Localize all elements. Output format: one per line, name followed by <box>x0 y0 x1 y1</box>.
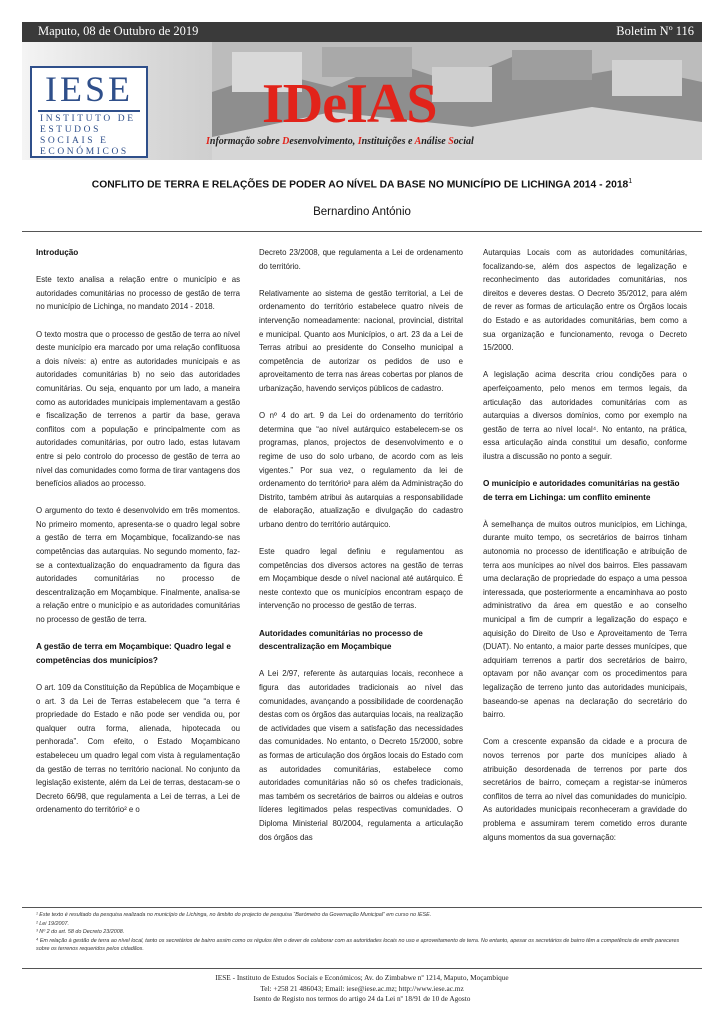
text-column-1 <box>36 246 240 831</box>
footnote-item: ³ Nº 2 do art. 58 do Decreto 23/2008. <box>36 929 125 936</box>
section-heading: Autoridades comunitárias no processo de descentralização em Moçambique <box>259 628 423 652</box>
footnote-item: ² Lei 19/2007. <box>36 920 69 927</box>
issue-number: Boletim Nº 116 <box>616 24 694 38</box>
footnote-item: ¹ Este texto é resultado da pesquisa realizada no município de Lichinga, no âmbito do projecto de pesquisa “Barómetro da Governação Municipal” em curso no IESE. <box>36 912 432 918</box>
paragraph: À semelhança de muitos outros municípios, em Lichinga, durante muito tempo, os secretários de bairros tinham autonomia no processo de identificação e atribuição de terra aos munícipes ao nível dos bairros. Eles passavam uma declaração de propriedade do espaço a uma pessoa interessada, que posteriormente a encaminhava ao posto administrativo da área em questão e ao conselho municipal a fim de cumprir a legalização do espaço e aquisição do Direito de Uso e Aproveitamento de Terra (DUAT). No entanto, a maior parte desses munícipes, que adquiriam terrenos a partir dos secretários de bairro, optavam por não avançar com os procedimentos para legalização de terreno junto das autoridades municipais, baseando-se apenas na declaração do secretário do bairro. <box>483 519 687 720</box>
page-footer <box>22 973 702 1005</box>
iese-logo <box>30 66 148 158</box>
tagline-part: nstituições e <box>361 136 415 147</box>
article-title <box>22 178 702 190</box>
paragraph: Este texto analisa a relação entre o município e as autoridades comunitárias no processo de gestão de terra no município de Lichinga, no mandato 2014 - 2018. <box>36 275 240 312</box>
footer-registration: Isento de Registo nos termos do artigo 24 da Lei nº 18/91 de 10 de Agosto <box>253 994 471 1004</box>
logo-full-name: INSTITUTO DE ESTUDOS SOCIAIS E ECONÓMICOS <box>40 114 136 157</box>
tagline-part: ocial <box>453 136 474 147</box>
title-footnote-ref: 1 <box>628 178 633 185</box>
paragraph: Este quadro legal definiu e regulamentou as competências dos diversos actores na gestão de terras em Moçambique desde o nível nacional até autárquico. É neste contexto que os municípios encontram espaço de intervenção no processo de gestão de terras. <box>259 547 463 611</box>
tagline-part: esenvolvimento, <box>289 136 358 147</box>
logo-divider <box>38 110 140 112</box>
article-author: Bernardino António <box>313 206 411 218</box>
divider-footnotes <box>22 907 702 908</box>
tagline-part: nformação sobre <box>209 136 283 147</box>
tagline-part: S <box>448 136 454 147</box>
section-heading: O município e autoridades comunitárias na gestão de terra em Lichinga: um conflito eminente <box>483 479 680 502</box>
footer-contacts: Tel: +258 21 486043; Email: iese@iese.ac.mz; http://www.iese.ac.mz <box>260 983 464 993</box>
logo-acronym: IESE <box>45 69 133 109</box>
paragraph: A Lei 2/97, referente às autarquias locais, reconhece a figura das autoridades tradicionais ao nível das comunidades, avançando a possibilidade de coordenação destas com os órgãos das autarquias locais, na realização de actividades que visem a satisfação das necessidades das comunidades. No entanto, o Decreto 15/2000, sobre as formas de articulação dos órgãos locais do Estado com as autoridades comunitárias, estabelece como autoridades comunitárias não só os chefes tradicionais, mas também os secretários de bairros ou aldeias e outros líderes legitimados pelas respectivas comunidades. O Diploma Ministerial 80/2004, regulamenta a articulação dos órgãos das <box>259 669 463 842</box>
paragraph: Decreto 23/2008, que regulamenta a Lei de ordenamento do território. <box>259 248 463 271</box>
paragraph: Autarquias Locais com as autoridades comunitárias, focalizando-se, além dos aspectos de legalização e reconhecimento das autoridades comunitárias, nos direitos e deveres destas. O Decreto 35/2012, para além de rever as formas de articulação entre os Órgãos locais do Estado e as autoridades comunitárias, bem como a sua organização e funcionamento, revoga o Decreto 15/2000. <box>483 248 687 353</box>
footnote-item: ⁴ Em relação à gestão de terra ao nível local, tanto os secretários de bairro assim como os régulos têm o dever de colaborar com as autoridades locais no uso e aproveitamento de terra. No entanto, apesar os secretários de bairro têm a competência de emitir pareceres sobre os terrenos requeridos pelos cidadãos. <box>36 937 680 953</box>
divider-footer <box>22 968 702 969</box>
footer-address: IESE - Instituto de Estudos Sociais e Económicos; Av. do Zimbabwe nº 1214, Maputo, Moçambique <box>215 973 509 982</box>
paragraph: O nº 4 do art. 9 da Lei do ordenamento do território determina que “ao nível autárquico estabelecem-se os programas, planos, projectos de desenvolvimento e o regime de uso do solo urbano, de acordo com as leis vigentes.” Por sua vez, o regulamento da lei de ordenamento do território³ para além da Administração do Distrito, também atribui às autarquias a responsabilidade de elaboração, atualização e divulgação do cadastro urbano dentro do território autárquico. <box>259 411 463 529</box>
paragraph: O art. 109 da Constituição da República de Moçambique e o art. 3 da Lei de Terras estabelecem que “a terra é propriedade do Estado e não pode ser vendida ou, por qualquer outra forma, alienada, hipotecada ou penhorada”. Com efeito, o Estado Moçambicano estabeleceu um quadro legal com vista à regulamentação da gestão de terras no território nacional. No conjunto da legislação existente, além da Lei de terras, destacam-se o Decreto 66/98, que regulamenta a Lei de terras, a Lei de ordenamento do território² e o <box>36 683 240 815</box>
divider-top <box>22 231 702 232</box>
publication-date: Maputo, 08 de Outubro de 2019 <box>38 24 199 38</box>
header-bar <box>22 22 702 42</box>
paragraph: Relativamente ao sistema de gestão territorial, a Lei de ordenamento do território estabelece quatro níveis de intervenção nomeadamente: nacional, provincial, distrital e municipal. Quanto aos Municípios, o art. 23 da a Lei de Terras atribui ao presidente do Conselho municipal a competência de autorizar os pedidos de uso e aproveitamento de terra nas áreas cobertas por planos de urbanização, havendo serviços públicos de cadastro. <box>259 288 463 393</box>
paragraph: O argumento do texto é desenvolvido em três momentos. No primeiro momento, apresenta-se o quadro legal sobre a gestão de terra em Moçambique, focalizando-se nas competências das autarquias. No segundo momento, faz-se a contextualização do enquadramento da figura das autoridades comunitárias no processo de descentralização em Moçambique. Finalmente, analisa-se a relação entre o município e as autoridades comunitárias no processo de gestão de terra. <box>36 506 240 625</box>
paragraph: A legislação acima descrita criou condições para o aperfeiçoamento, pelo menos em termos legais, da articulação das autoridades comunitárias com as autarquias a diversos domínios, como por exemplo na gestão de terra ao nível local⁴. No entanto, na prática, essa articulação ainda constitui um desafio, conforme ilustra a discussão no ponto a seguir. <box>483 370 687 461</box>
bulletin-tagline <box>206 136 474 147</box>
tagline-part: nálise <box>421 136 449 147</box>
tagline-part: D <box>282 136 290 147</box>
tagline-part: A <box>414 136 422 147</box>
tagline-part: I <box>206 136 210 147</box>
footnotes <box>36 911 688 954</box>
text-column-3 <box>483 246 687 858</box>
text-column-2 <box>259 246 463 858</box>
article-title-text: CONFLITO DE TERRA E RELAÇÕES DE PODER AO NÍVEL DA BASE NO MUNICÍPIO DE LICHINGA 2014 - 2018 <box>91 179 629 191</box>
paragraph: O texto mostra que o processo de gestão de terra ao nível deste município era marcado por uma relação conflituosa a dois níveis: a) entre as autoridades municipais e as autoridades comunitárias b) no seio das autoridades comunitárias. Ou seja, enquanto por um lado, a maneira como as autoridades municipais implementavam a gestão e fiscalização de terrenos a partir da base, gerava conflitos com a população e principalmente com as autoridades comunitárias, por outro lado, estas lutavam entre si pelo controlo do processo de gestão de terra ao nível das comunidades como forma de tirar vantagens dos benefícios aliados ao processo. <box>36 329 240 489</box>
tagline-part: I <box>357 136 362 147</box>
section-heading: A gestão de terra em Moçambique: Quadro legal e competências dos municípios? <box>36 642 231 665</box>
section-heading: Introdução <box>36 248 79 257</box>
bulletin-brand-title: IDeIAS <box>262 73 437 135</box>
paragraph: Com a crescente expansão da cidade e a procura de novos terrenos por parte dos munícipes aliado à atribuição desordenada de terrenos por parte dos secretários de bairro, começam a registar-se inúmeros conflitos de terra ao nível das comunidades do município. As autoridades municipais reconheceram a gravidade do problema e assumiram terem cometido erros durante alguns momentos da sua governação: <box>483 737 687 842</box>
